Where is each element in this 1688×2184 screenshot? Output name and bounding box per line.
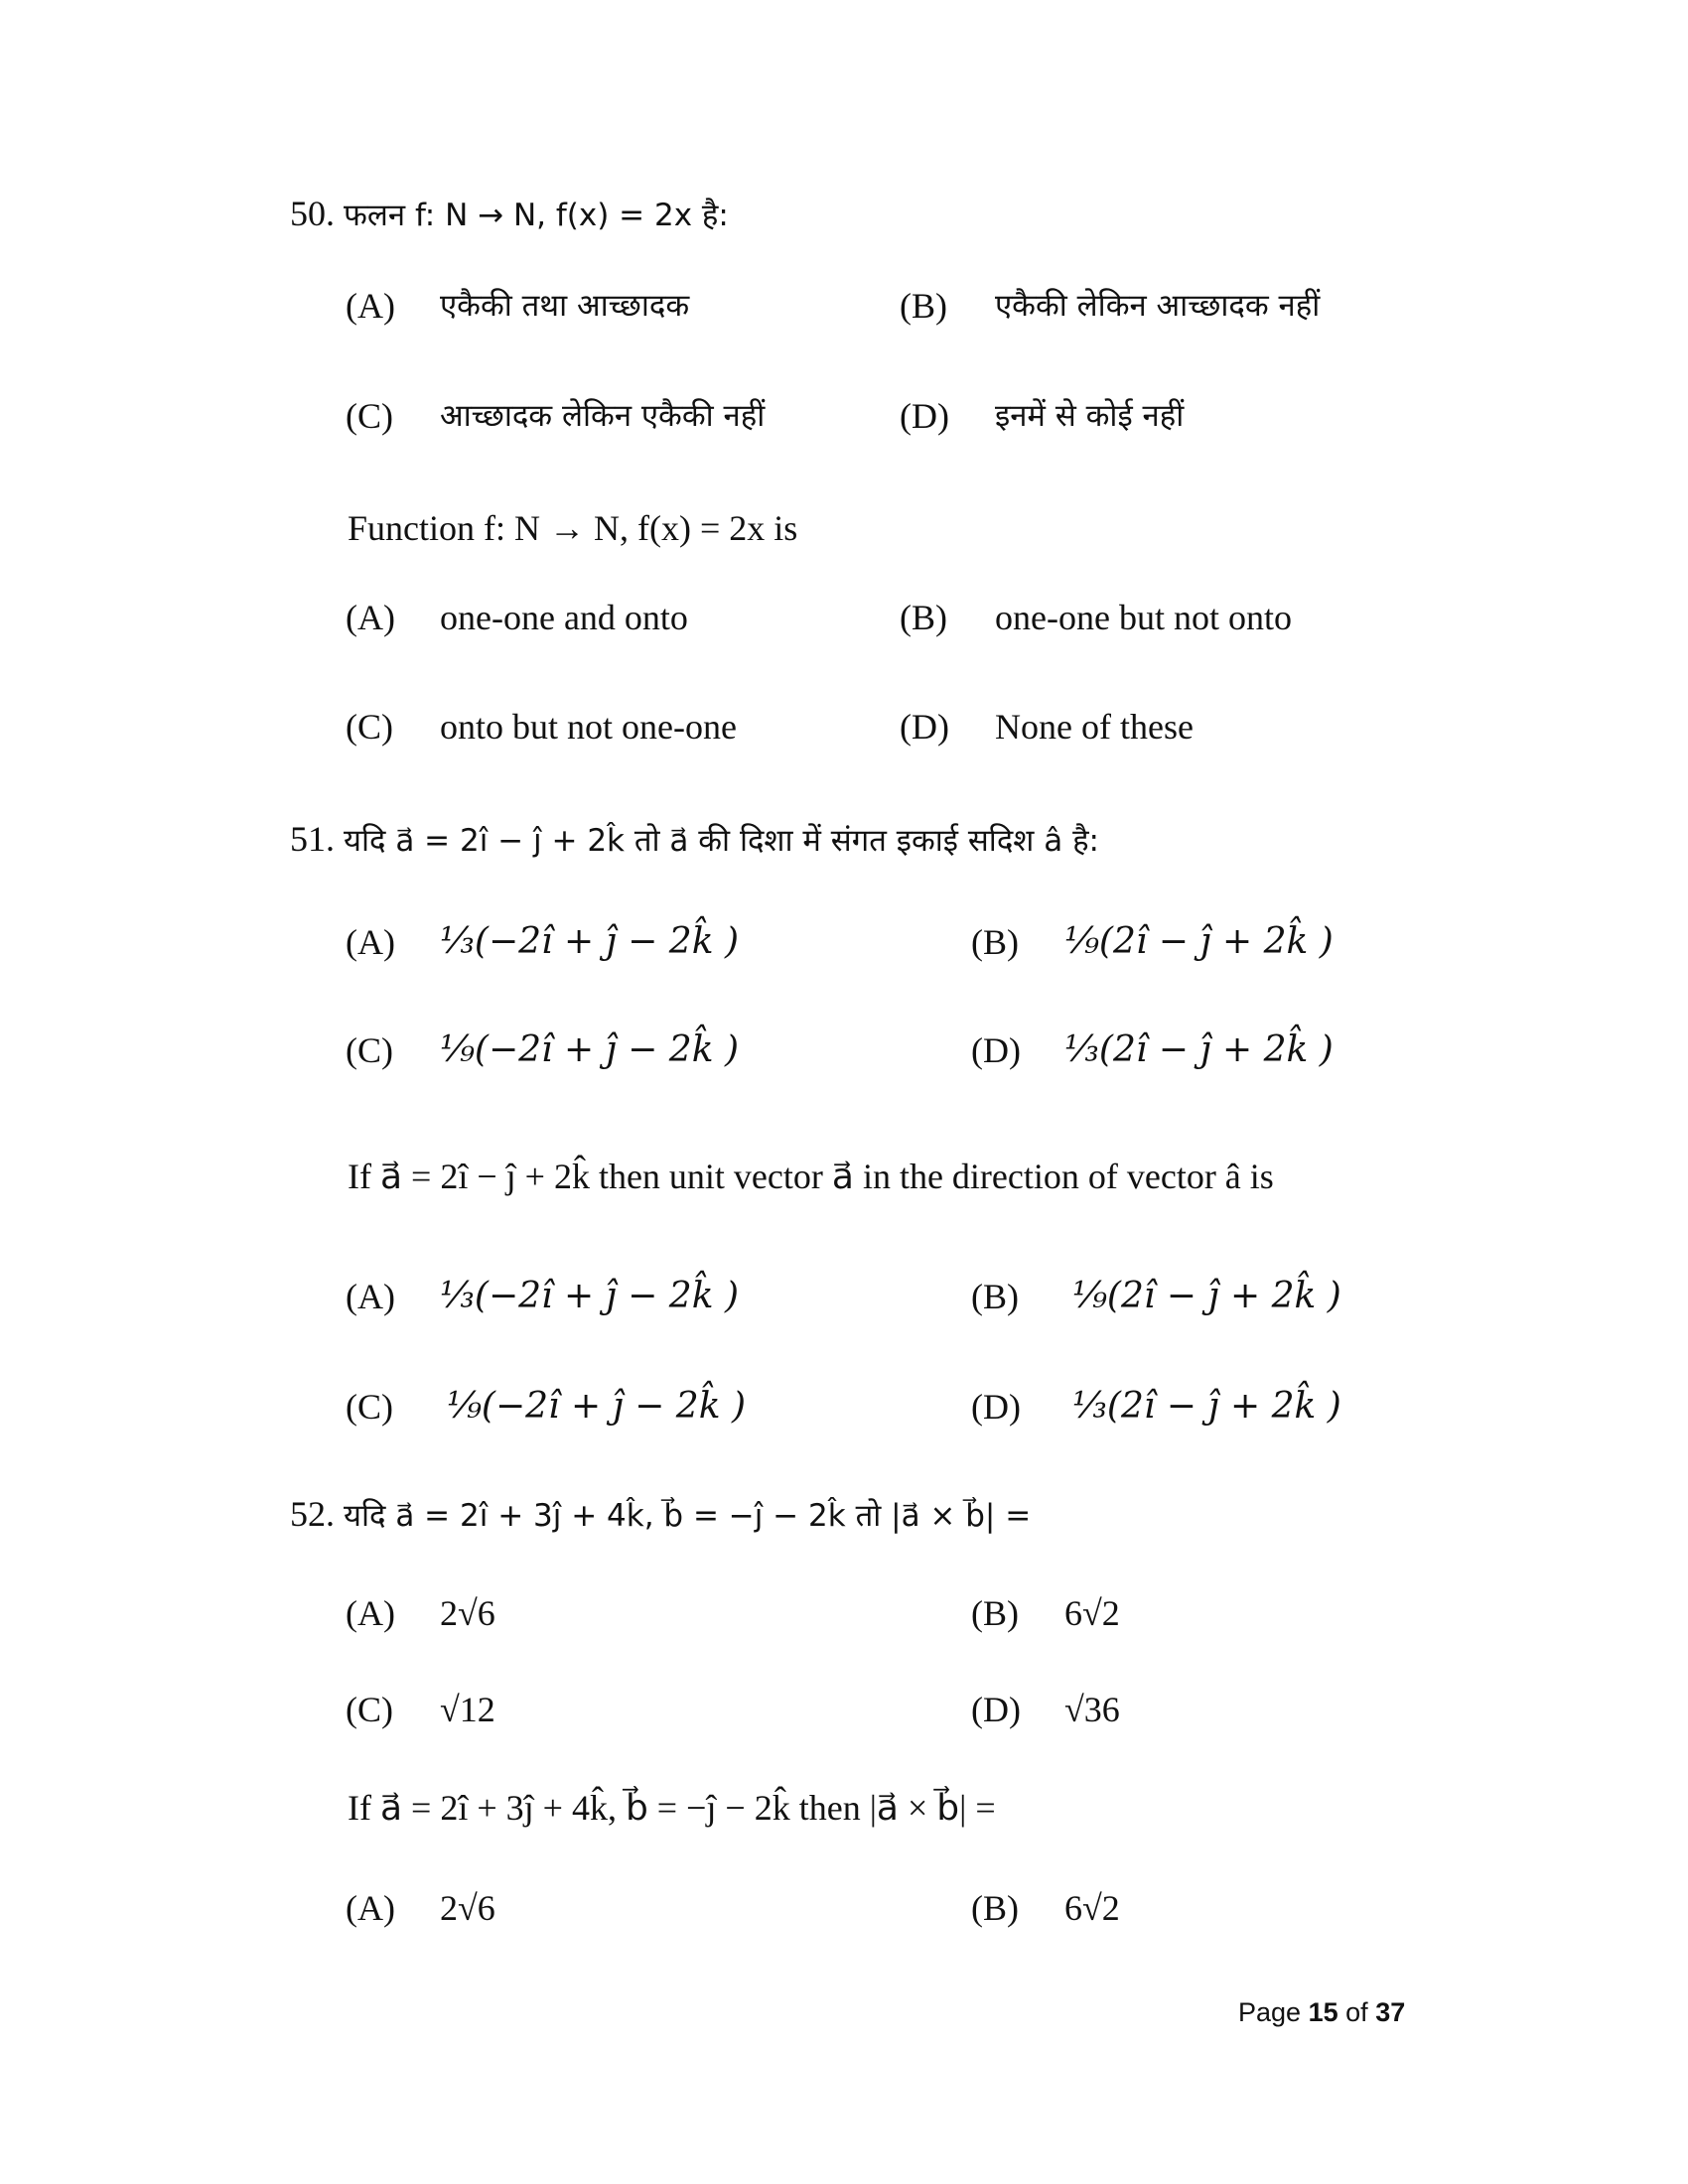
option-text: ⅓(2î − ĵ + 2k̂ ) bbox=[1072, 1386, 1341, 1427]
question-text: यदि a⃗ = 2î + 3ĵ + 4k̂, b⃗ = −ĵ − 2k̂ तो |a⃗ × b⃗| = bbox=[344, 1498, 1032, 1534]
option-label: (A) bbox=[346, 1888, 395, 1928]
option-text: onto but not one-one bbox=[440, 707, 737, 747]
option-label: (C) bbox=[346, 707, 393, 747]
option-label: (A) bbox=[346, 1593, 395, 1633]
page-of: of bbox=[1345, 1997, 1368, 2027]
option-label: (D) bbox=[900, 396, 949, 436]
option-label: (B) bbox=[971, 1888, 1019, 1928]
option-label: (C) bbox=[346, 396, 393, 436]
option-text: इनमें से कोई नहीं bbox=[995, 398, 1185, 434]
page-footer bbox=[1238, 1997, 1405, 2028]
option-label: (A) bbox=[346, 922, 395, 962]
current-page-number: 15 bbox=[1308, 1997, 1338, 2027]
option-label: (B) bbox=[900, 598, 947, 637]
option-text: one-one but not onto bbox=[995, 598, 1292, 637]
option-label: (D) bbox=[971, 1387, 1021, 1427]
question-50-hindi-stem bbox=[290, 192, 729, 237]
option-text: ⅑(−2î + ĵ − 2k̂ ) bbox=[447, 1386, 746, 1427]
option-text: ⅓(−2î + ĵ − 2k̂ ) bbox=[440, 921, 739, 962]
option-label: (D) bbox=[900, 707, 949, 747]
option-label: (C) bbox=[346, 1030, 393, 1070]
total-pages: 37 bbox=[1375, 1997, 1406, 2027]
question-51-english-stem: If a⃗ = 2î − ĵ + 2k̂ then unit vector a⃗ in the direction of vector â is bbox=[348, 1157, 1274, 1196]
option-text: ⅑(−2î + ĵ − 2k̂ ) bbox=[440, 1029, 739, 1070]
option-label: (C) bbox=[346, 1387, 393, 1427]
option-text: 2√6 bbox=[440, 1888, 495, 1928]
option-text: None of these bbox=[995, 707, 1194, 747]
option-label: (A) bbox=[346, 286, 395, 326]
page-prefix: Page bbox=[1238, 1997, 1302, 2027]
question-52-english-stem: If a⃗ = 2î + 3ĵ + 4k̂, b⃗ = −ĵ − 2k̂ then |a⃗ × b⃗| = bbox=[348, 1788, 996, 1828]
option-text: ⅑(2î − ĵ + 2k̂ ) bbox=[1072, 1276, 1341, 1316]
option-text: √36 bbox=[1064, 1690, 1120, 1729]
option-label: (B) bbox=[971, 922, 1019, 962]
question-number: 51. bbox=[290, 819, 335, 859]
question-number: 50. bbox=[290, 194, 335, 233]
option-label: (B) bbox=[971, 1593, 1019, 1633]
option-text: 6√2 bbox=[1064, 1888, 1120, 1928]
question-text: यदि a⃗ = 2î − ĵ + 2k̂ तो a⃗ की दिशा में संगत इकाई सदिश â है: bbox=[344, 823, 1099, 859]
option-label: (D) bbox=[971, 1690, 1021, 1729]
option-label: (C) bbox=[346, 1690, 393, 1729]
option-label: (A) bbox=[346, 1277, 395, 1316]
question-text: फलन f: N → N, f(x) = 2x है: bbox=[344, 198, 729, 233]
question-52-hindi-stem bbox=[290, 1492, 1031, 1538]
option-text: ⅑(2î − ĵ + 2k̂ ) bbox=[1064, 921, 1334, 962]
option-text: 6√2 bbox=[1064, 1593, 1120, 1633]
option-text: 2√6 bbox=[440, 1593, 495, 1633]
option-label: (B) bbox=[971, 1277, 1019, 1316]
question-51-hindi-stem bbox=[290, 817, 1099, 863]
option-text: ⅓(−2î + ĵ − 2k̂ ) bbox=[440, 1276, 739, 1316]
option-text: ⅓(2î − ĵ + 2k̂ ) bbox=[1064, 1029, 1334, 1070]
option-label: (A) bbox=[346, 598, 395, 637]
option-text: एकैकी लेकिन आच्छादक नहीं bbox=[995, 288, 1321, 324]
option-text: आच्छादक लेकिन एकैकी नहीं bbox=[440, 398, 766, 434]
option-label: (D) bbox=[971, 1030, 1021, 1070]
option-text: एकैकी तथा आच्छादक bbox=[440, 288, 690, 324]
option-text: one-one and onto bbox=[440, 598, 688, 637]
question-50-english-stem: Function f: N → N, f(x) = 2x is bbox=[348, 508, 798, 548]
option-label: (B) bbox=[900, 286, 947, 326]
option-text: √12 bbox=[440, 1690, 495, 1729]
question-number: 52. bbox=[290, 1494, 335, 1534]
